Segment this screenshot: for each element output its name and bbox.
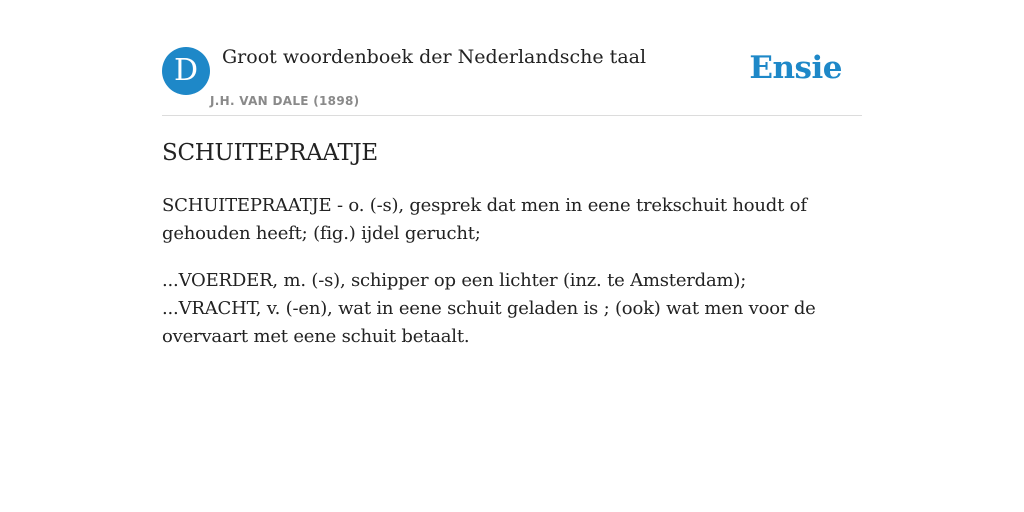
entry-line-voerder: ...VOERDER, m. (-s), schipper op een lichter (inz. te Amsterdam);: [162, 270, 747, 291]
entry-paragraph-sub: [162, 267, 862, 351]
entry-body: [162, 192, 862, 370]
dictionary-author: J.H. VAN DALE (1898): [210, 94, 360, 108]
dictionary-title[interactable]: Groot woordenboek der Nederlandsche taal: [222, 46, 647, 68]
entry-paragraph-main: SCHUITEPRAATJE - o. (-s), gesprek dat men in eene trekschuit houdt of gehouden heeft; (fig.) ijdel gerucht;: [162, 195, 807, 244]
content-container: [162, 0, 862, 347]
dictionary-avatar[interactable]: D: [162, 47, 210, 95]
dictionary-header: [162, 0, 862, 116]
entry-line-vracht: ...VRACHT, v. (-en), wat in eene schuit geladen is ; (ook) wat men voor de overvaart met eene schuit betaalt.: [162, 298, 816, 347]
ensie-logo[interactable]: Ensie: [749, 50, 842, 86]
entry-headword: SCHUITEPRAATJE: [162, 140, 378, 166]
